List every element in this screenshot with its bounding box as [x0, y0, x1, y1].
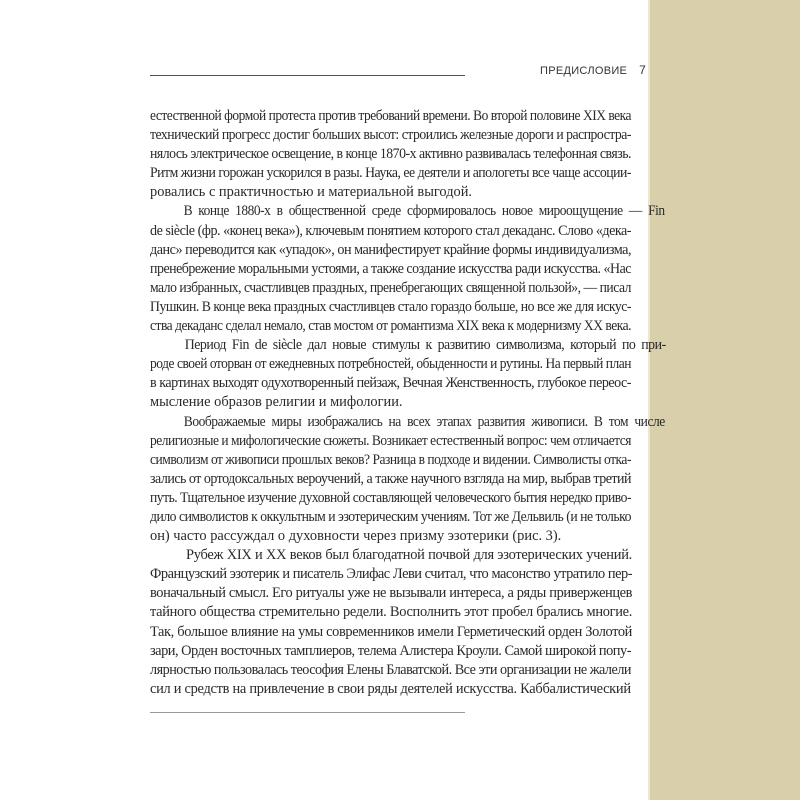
paragraph [150, 107, 632, 202]
text-line: Период Fin de siècle дал новые стимулы к развитию символизма, который по при- [184, 337, 666, 354]
paragraph [150, 546, 632, 699]
text-line: В конце 1880-х в общественной среде сформировалось новое мироощущение — Fin [183, 203, 665, 220]
text-line: Французский эзотерик и писатель Элифас Леви считал, что масонство утратило пер- [150, 566, 632, 583]
text-line: тайного общества стремительно редели. Восполнить этот пробел брались многие. [150, 604, 632, 621]
text-line: зались от ортодоксальных вероучений, а также научного взгляда на мир, выбрав третий [150, 470, 632, 487]
paragraph [150, 336, 666, 412]
text-line: ства декаданс сделал немало, став мостом от романтизма XIX века к модернизму XX века. [150, 318, 632, 335]
section-title: ПРЕДИСЛОВИЕ [540, 65, 628, 77]
text-line: ровались с практичностью и материальной выгодой. [150, 184, 473, 201]
text-line: Ритм жизни горожан ускорился в разы. Наука, ее деятели и апологеты все чаще ассоции- [150, 165, 632, 182]
text-line: роде своей оторван от ежедневных потребностей, обыденности и рутины. На первый план [150, 356, 631, 373]
text-line: дило символистов к оккультным и эзотерическим учениям. Тот же Дельвиль (и не только [150, 508, 631, 525]
adjacent-page-strip [650, 0, 800, 800]
text-line: он) часто рассуждал о духовности через призму эзотерики (рис. 3). [150, 528, 562, 545]
text-line: символизм от живописи прошлых веков? Разница в подходе и видении. Символисты отка- [150, 451, 631, 468]
body-text [150, 107, 666, 699]
text-line: Пушкин. В конце века праздных счастливцев стало гораздо больше, но все же для искус- [150, 298, 632, 315]
text-line: de siècle (фр. «конец века»), ключевым понятием которого стал декаданс. Слово «дека- [150, 222, 631, 239]
text-line: технический прогресс достиг больших высот: строились железные дороги и распростра- [150, 127, 631, 144]
text-line: лярностью пользовалась теософия Елены Блаватской. Все эти организации не жалели [150, 661, 632, 678]
text-line: пренебрежение моральными устоями, а также создание искусства ради искусства. «Нас [150, 260, 631, 277]
text-line: мысление образов религии и мифологии. [150, 394, 403, 411]
text-line: Так, большое влияние на умы современников имели Герметический орден Золотой [150, 623, 632, 640]
paragraph [150, 413, 665, 547]
text-line: данс» переводится как «упадок», он манифестирует крайние формы индивидуализма, [150, 241, 632, 258]
footer-rule [150, 712, 465, 713]
text-line: нялось электрическое освещение, в конце 1870-х активно развивалась телефонная связь. [150, 146, 632, 163]
text-line: религиозные и мифологические сюжеты. Возникает естественный вопрос: чем отличается [150, 432, 631, 449]
text-line: в картинах выходят одухотворенный пейзаж, Вечная Женственность, глубокое переос- [150, 375, 631, 392]
text-line: Рубеж XIX и XX веков был благодатной почвой для эзотерических учений. [186, 547, 632, 564]
header-rule [150, 75, 465, 76]
text-line: зари, Орден восточных тамплиеров, телема Алистера Кроули. Самой широкой попу- [150, 642, 631, 659]
text-line: естественной формой протеста против требований времени. Во второй половине XIX века [150, 108, 632, 124]
text-line: Воображаемые миры изображались на всех этапах развития живописи. В том числе [183, 413, 665, 430]
text-line: сил и средств на привлечение в свои ряды деятелей искусства. Каббалистический [150, 680, 631, 697]
text-line: воначальный смысл. Его ритуалы уже не вызывали интереса, а ряды приверженцев [150, 585, 632, 602]
text-line: путь. Тщательное изучение духовной составляющей человеческого бытия нередко приво- [150, 489, 632, 506]
text-line: мало избранных, счастливцев праздных, пренебрегающих священной пользой», — писал [150, 279, 631, 296]
running-header [540, 63, 647, 77]
paragraph [150, 202, 665, 336]
page-number: 7 [639, 63, 647, 77]
